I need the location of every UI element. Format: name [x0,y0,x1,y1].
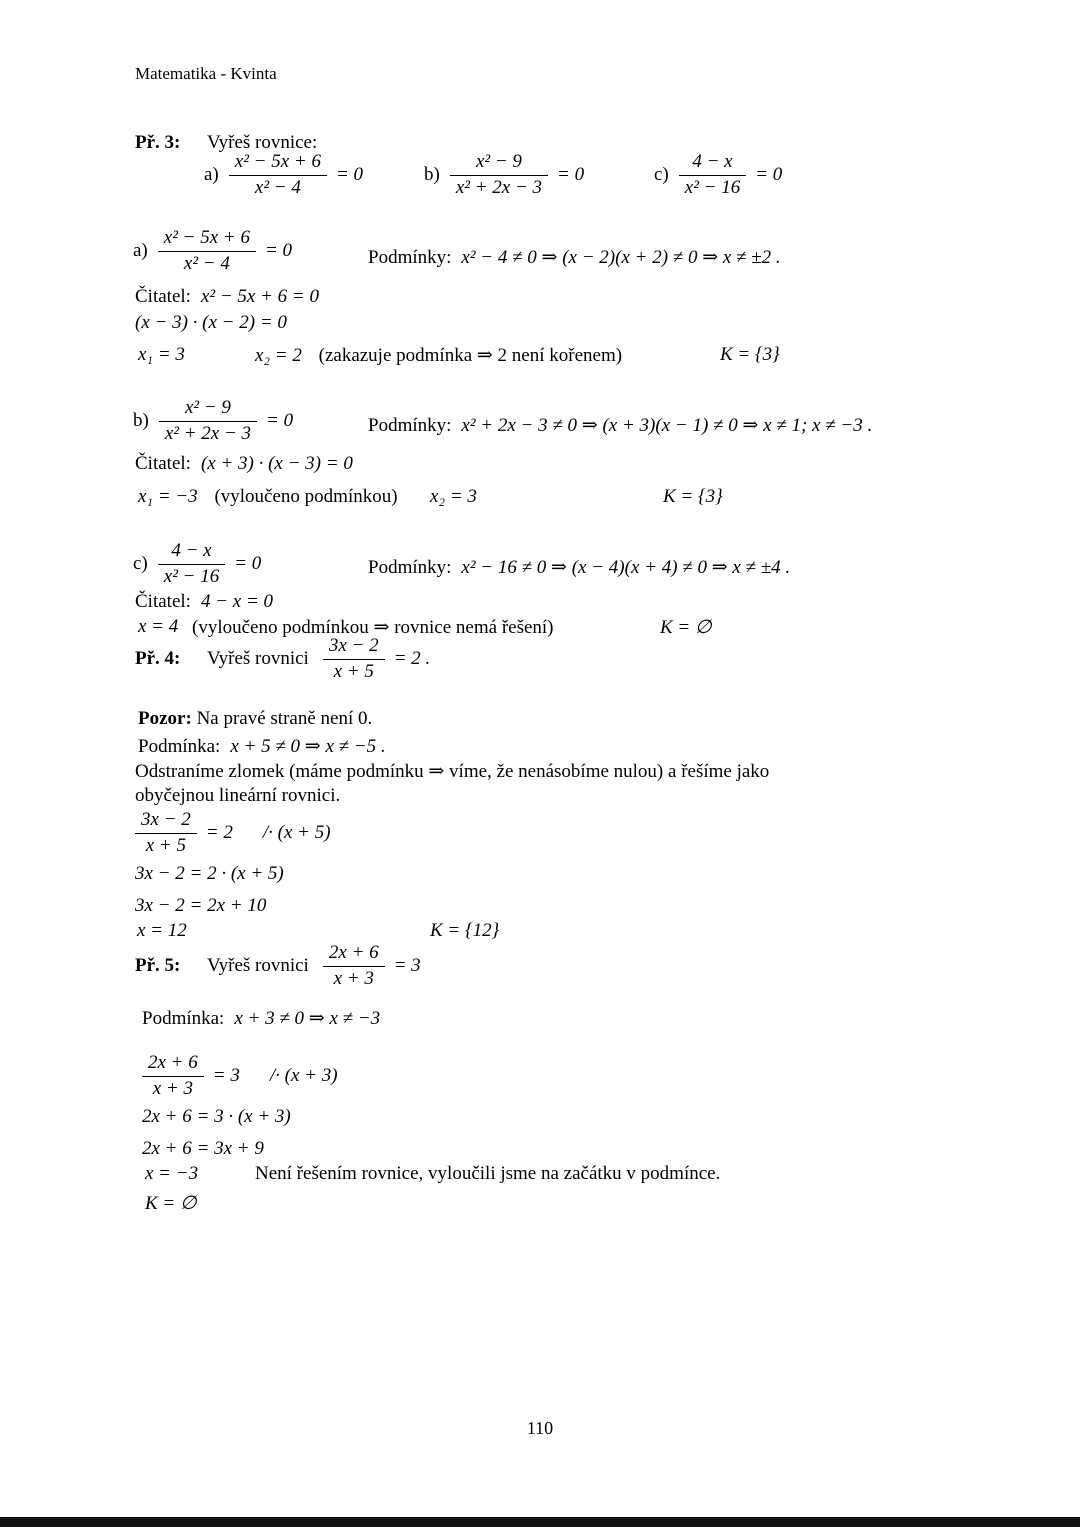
exercise-4-line2: 3x − 2 = 2x + 10 [135,895,267,916]
fraction-c-denominator: x² − 16 [679,175,746,201]
solution-a-roots-row [0,344,1080,376]
solution-c-root-note: (vyloučeno podmínkou ⇒ rovnice nemá řešení) [192,617,554,638]
conditions-label: Podmínky: [368,247,452,268]
condition-math: x + 5 ≠ 0 ⇒ x ≠ −5 . [230,736,386,757]
condition-label: Podmínka: [138,736,221,757]
solution-a-root2: x₂ = 2 [255,345,302,366]
doc-header-title: Matematika - Kvinta [135,64,277,83]
solution-a-fraction-denominator: x² − 4 [158,251,256,277]
solution-c-fraction-numerator: 4 − x [171,540,212,561]
exercise-4-warning [138,708,372,730]
solution-c-solution-set: K = ∅ [660,617,712,638]
exercise-4-result: x = 12 [137,920,187,941]
equation-b-rhs: = 0 [557,164,585,186]
exercise-3-equation-c [654,150,782,200]
exercise-4-task: Vyřeš rovnici [207,648,309,670]
exercise-3-equation-a [204,150,363,200]
solution-a-root2-note: (zakazuje podmínka ⇒ 2 není kořenem) [318,345,623,366]
conditions-math: x² + 2x − 3 ≠ 0 ⇒ (x + 3)(x − 1) ≠ 0 ⇒ x ≠ 1; x ≠ −3 . [461,415,873,436]
exercise-5-fraction-denominator: x + 3 [323,966,385,992]
exercise-5-line2: 2x + 6 = 3x + 9 [142,1138,264,1159]
solution-c-tag: c) [133,553,148,575]
solution-b-rhs: = 0 [266,410,294,432]
exercise-3-task: Vyřeš rovnice: [207,132,318,153]
exercise-5-result-note: Není řešením rovnice, vyloučili jsme na začátku v podmínce. [255,1163,721,1184]
step-fraction-denominator: x + 3 [142,1076,204,1102]
exercise-4-heading [135,634,430,684]
exercise-5-heading [135,941,421,991]
solution-b-fraction [159,396,257,446]
step-fraction-numerator: 3x − 2 [141,809,191,830]
solution-b-roots-row [0,486,1080,518]
solution-a-fraction [158,226,256,276]
solution-b-solution-set: K = {3} [663,486,723,507]
fraction-a-denominator: x² − 4 [229,175,327,201]
solution-b-conditions [368,414,872,437]
step-rhs: = 2 [205,822,233,844]
solution-b-root1: x₁ = −3 [138,486,198,507]
exercise-5-solution-set: K = ∅ [145,1193,197,1214]
fraction-b-numerator: x² − 9 [475,151,522,172]
solution-b-fraction-denominator: x² + 2x − 3 [159,421,257,447]
part-tag-a: a) [204,164,219,186]
exercise-5-condition [142,1007,380,1030]
solution-b-root1-group [138,486,398,508]
exercise-4-line1: 3x − 2 = 2 · (x + 5) [135,863,284,884]
solution-a-rhs: = 0 [264,240,293,262]
exercise-4-note-line2: obyčejnou lineární rovnici. [135,785,341,806]
solution-a-root1: x₁ = 3 [138,344,185,365]
solution-a-conditions [368,246,781,269]
numerator-label: Čitatel: [135,591,191,612]
solution-b-root2: x₂ = 3 [430,486,477,507]
exercise-4-solution-set: K = {12} [430,920,500,941]
exercise-5-rhs: = 3 [393,955,421,977]
solution-a-root2-group [255,344,622,367]
exercise-5-result: x = −3 [145,1163,199,1184]
solution-b-numerator-line [135,453,353,475]
exercise-4-label: Př. 4: [135,648,181,670]
solution-c-fraction [158,539,225,589]
warning-label: Pozor: [138,708,192,729]
fraction-c [679,150,746,200]
page-number: 110 [526,1418,554,1438]
solution-a-factored: (x − 3) · (x − 2) = 0 [135,312,287,333]
exercise-5-fraction-numerator: 2x + 6 [328,942,379,963]
solution-a-fraction-numerator: x² − 5x + 6 [163,227,250,248]
condition-math: x + 3 ≠ 0 ⇒ x ≠ −3 [234,1008,381,1029]
numerator-label: Čitatel: [135,286,191,307]
exercise-4-step-equation [135,808,331,858]
solution-a-solution-set: K = {3} [720,344,780,365]
solution-c-numerator-line [135,591,273,613]
solution-b-equation [133,396,293,446]
exercise-3-label: Př. 3: [135,132,181,153]
exercise-4-fraction [323,634,385,684]
part-tag-b: b) [424,164,440,186]
conditions-label: Podmínky: [368,415,452,436]
exercise-5-label: Př. 5: [135,955,181,977]
equation-c-rhs: = 0 [755,164,783,186]
solution-a-tag: a) [133,240,148,262]
numerator-math: x² − 5x + 6 = 0 [200,286,319,307]
exercise-4-rhs: = 2 . [393,648,431,670]
step-fraction-denominator: x + 5 [135,833,197,859]
exercise-4-fraction-numerator: 3x − 2 [328,635,379,656]
exercise-5-line1: 2x + 6 = 3 · (x + 3) [142,1106,291,1127]
numerator-math: (x + 3) · (x − 3) = 0 [200,453,353,474]
conditions-label: Podmínky: [368,557,452,578]
equation-a-rhs: = 0 [335,164,364,186]
solution-c-conditions [368,556,790,579]
solution-c-equation [133,539,261,589]
solution-a-equation [133,226,292,276]
solution-b-tag: b) [133,410,149,432]
exercise-5-step-equation [142,1051,338,1101]
solution-c-root: x = 4 [138,616,179,637]
fraction-a-numerator: x² − 5x + 6 [234,151,321,172]
exercise-5-result-row [0,1163,1080,1195]
step-fraction-numerator: 2x + 6 [148,1052,198,1073]
numerator-math: 4 − x = 0 [200,591,274,612]
exercise-4-note-line1: Odstraníme zlomek (máme podmínku ⇒ víme, že nenásobíme nulou) a řešíme jako [135,761,770,782]
solution-a-numerator-line [135,286,319,308]
conditions-math: x² − 16 ≠ 0 ⇒ (x − 4)(x + 4) ≠ 0 ⇒ x ≠ ±4 . [461,557,791,578]
solution-c-fraction-denominator: x² − 16 [158,564,225,590]
step-rhs: = 3 [212,1065,240,1087]
exercise-3-equation-b [424,150,584,200]
fraction-b [450,150,548,200]
fraction-c-numerator: 4 − x [692,151,733,172]
condition-label: Podmínka: [142,1008,225,1029]
exercise-4-condition [138,735,386,758]
fraction-b-denominator: x² + 2x − 3 [450,175,548,201]
multiply-both-sides: /· (x + 5) [262,822,331,844]
numerator-label: Čitatel: [135,453,191,474]
exercise-5-step-fraction [142,1051,204,1101]
exercise-5-task: Vyřeš rovnici [207,955,309,977]
solution-c-rhs: = 0 [234,553,262,575]
exercise-4-fraction-denominator: x + 5 [323,659,385,685]
part-tag-c: c) [654,164,669,186]
conditions-math: x² − 4 ≠ 0 ⇒ (x − 2)(x + 2) ≠ 0 ⇒ x ≠ ±2 . [461,247,781,268]
multiply-both-sides: /· (x + 3) [269,1065,338,1087]
solution-b-root1-note: (vyloučeno podmínkou) [214,486,398,507]
solution-b-fraction-numerator: x² − 9 [184,397,231,418]
fraction-a [229,150,327,200]
exercise-4-step-fraction [135,808,197,858]
bottom-edge-bar [0,1517,1080,1527]
warning-text: Na pravé straně není 0. [196,708,373,729]
exercise-5-fraction [323,941,385,991]
